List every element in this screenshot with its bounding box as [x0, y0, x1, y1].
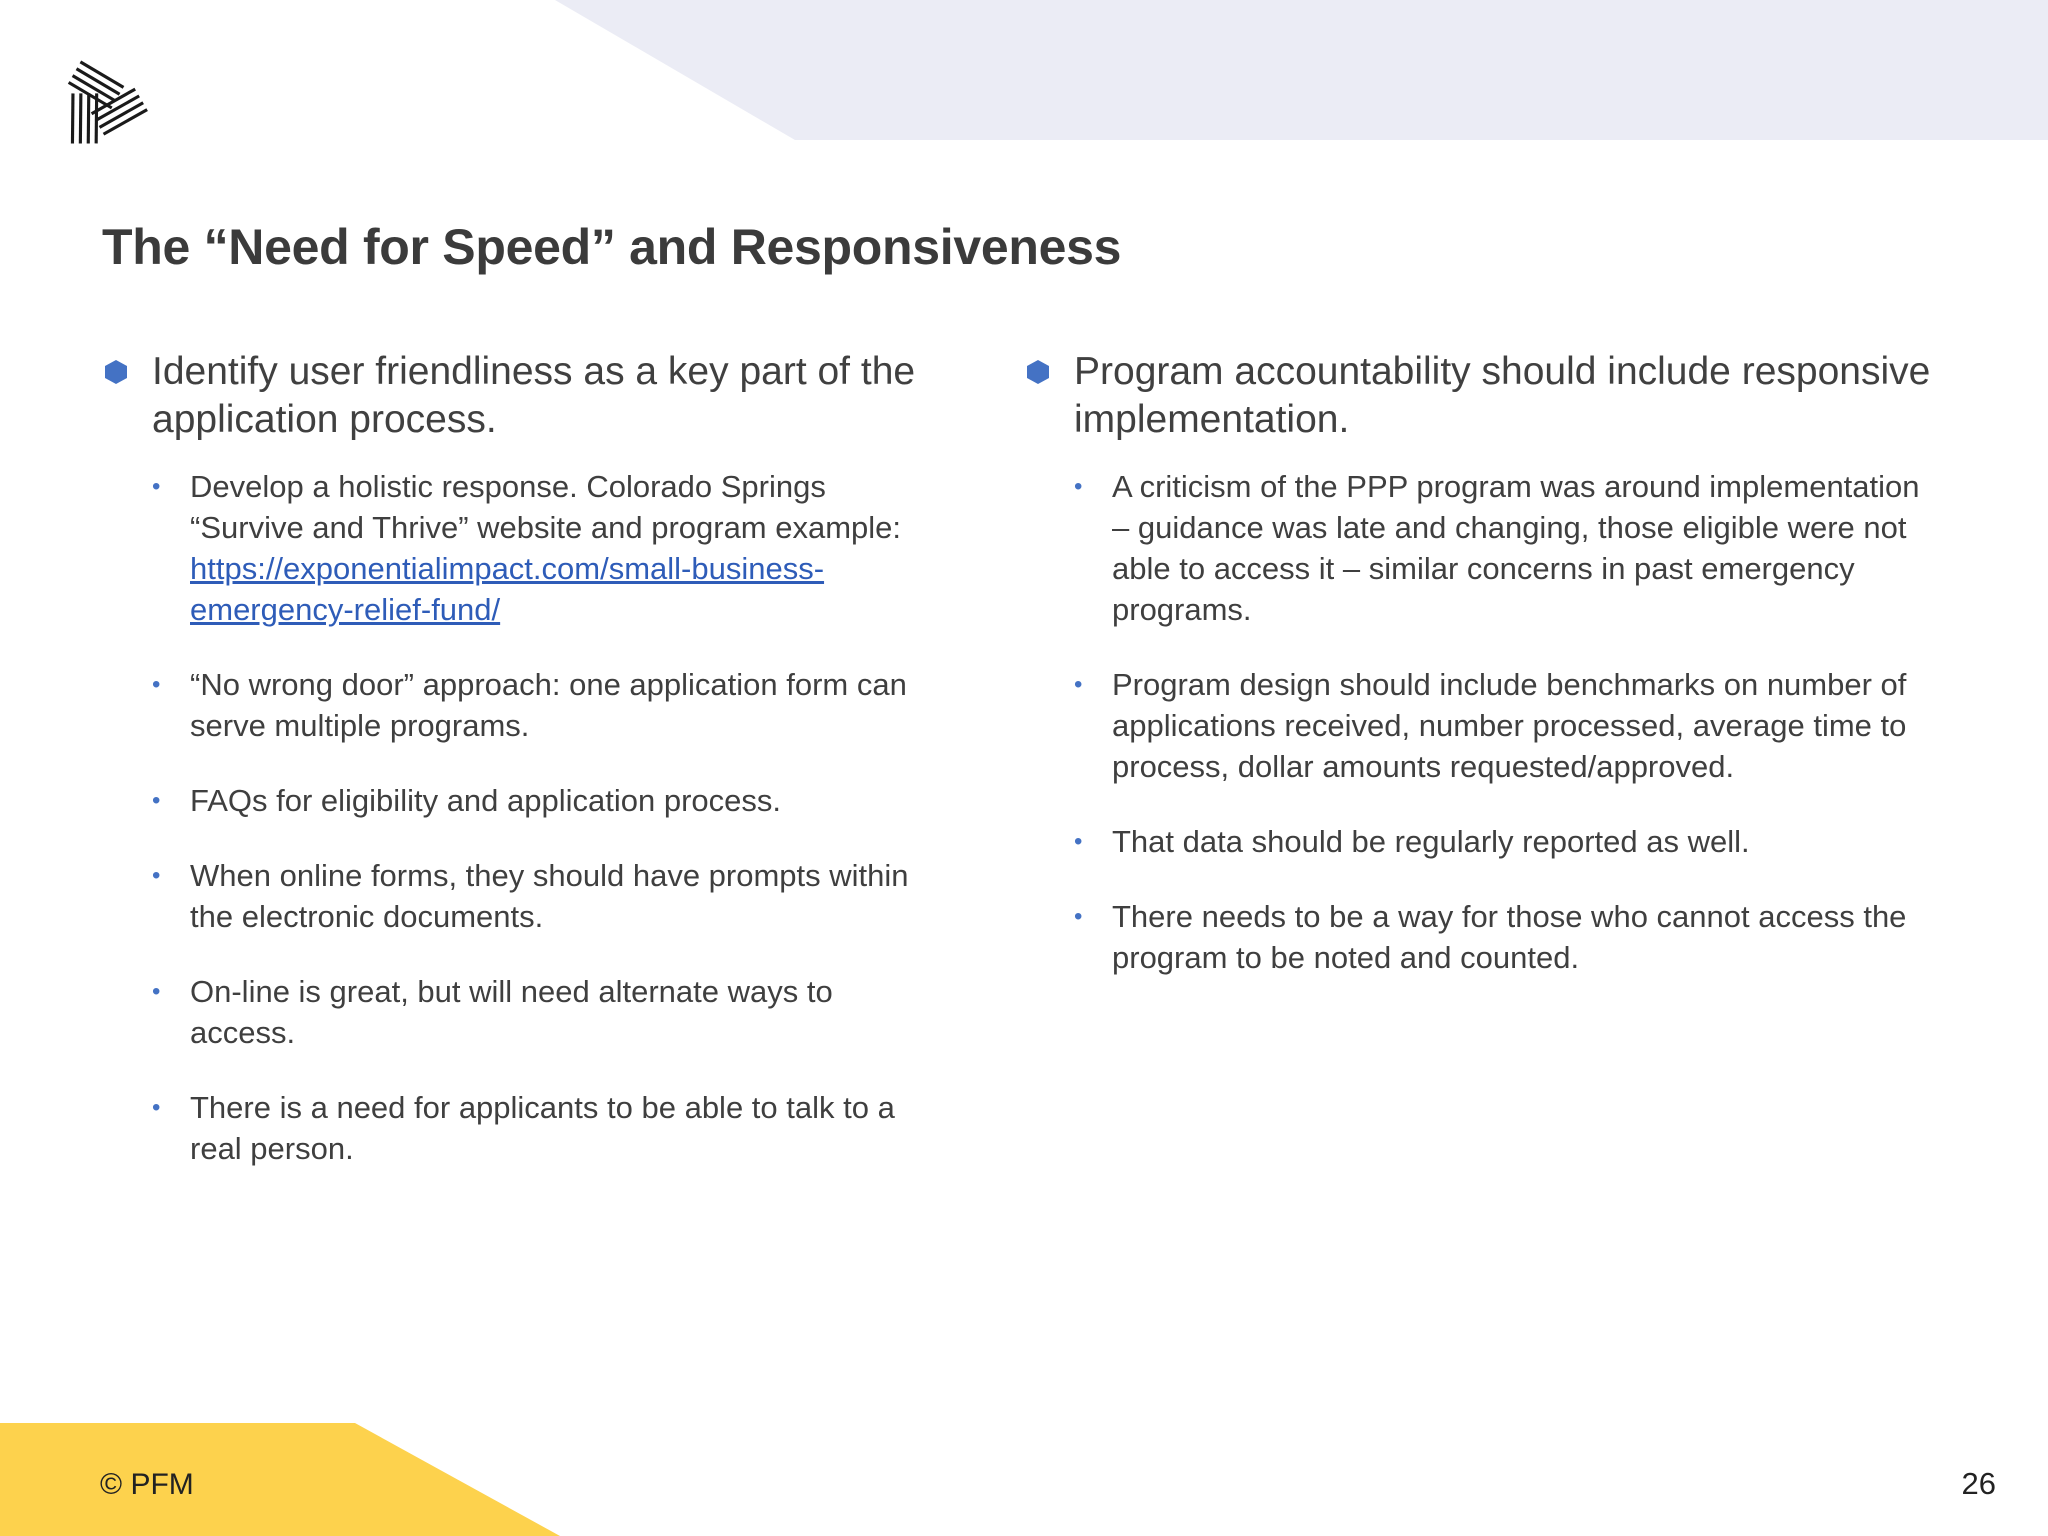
- list-item: [102, 855, 922, 937]
- list-item: [1024, 896, 1944, 978]
- bullet-dot-icon: •: [152, 787, 161, 814]
- left-column: [102, 348, 922, 1203]
- list-item-text: There is a need for applicants to be able to talk to a real person.: [190, 1090, 895, 1166]
- left-main-heading: Identify user friendliness as a key part of the application process.: [152, 350, 916, 441]
- hexagon-bullet-icon: [105, 360, 127, 384]
- list-item-text: On-line is great, but will need alternate ways to access.: [190, 974, 833, 1050]
- page-number: 26: [1961, 1466, 1996, 1501]
- list-item-text: When online forms, they should have prompts within the electronic documents.: [190, 858, 909, 934]
- right-sub-list: [1024, 466, 1944, 978]
- bullet-dot-icon: •: [1074, 828, 1083, 855]
- bullet-dot-icon: •: [152, 671, 161, 698]
- slide-title: The “Need for Speed” and Responsiveness: [102, 219, 1122, 275]
- list-item-text: “No wrong door” approach: one application form can serve multiple programs.: [190, 667, 907, 743]
- list-item: [102, 466, 922, 630]
- left-main-bullet: [102, 348, 922, 444]
- bullet-dot-icon: •: [152, 862, 161, 889]
- list-item: [102, 1087, 922, 1169]
- list-item: [102, 664, 922, 746]
- right-main-heading: Program accountability should include responsive implementation.: [1074, 350, 1931, 441]
- header-band: [0, 0, 2048, 140]
- right-column: [1024, 348, 1944, 1012]
- copyright-text: © PFM: [100, 1468, 194, 1501]
- pfm-logo-icon: [46, 56, 154, 154]
- list-item: [1024, 821, 1944, 862]
- list-item-text: That data should be regularly reported as well.: [1112, 824, 1750, 859]
- list-item-text: Develop a holistic response. Colorado Springs “Survive and Thrive” website and program example:: [190, 469, 902, 545]
- list-item: [102, 971, 922, 1053]
- list-item: [102, 780, 922, 821]
- footer-band: [0, 1423, 560, 1536]
- bullet-dot-icon: •: [152, 1094, 161, 1121]
- list-item: [1024, 664, 1944, 787]
- hexagon-bullet-icon: [1027, 360, 1049, 384]
- bullet-dot-icon: •: [152, 978, 161, 1005]
- bullet-dot-icon: •: [1074, 671, 1083, 698]
- bullet-dot-icon: •: [1074, 903, 1083, 930]
- relief-fund-link[interactable]: https://exponentialimpact.com/small-business-emergency-relief-fund/: [190, 551, 825, 627]
- list-item: [1024, 466, 1944, 630]
- bullet-dot-icon: •: [152, 473, 161, 500]
- list-item-text: There needs to be a way for those who cannot access the program to be noted and counted.: [1112, 899, 1907, 975]
- left-sub-list: [102, 466, 922, 1169]
- right-main-bullet: [1024, 348, 1944, 444]
- list-item-text: A criticism of the PPP program was around implementation – guidance was late and changing, those eligible were not able to access it – similar concerns in past emergency programs.: [1112, 469, 1920, 627]
- list-item-text: FAQs for eligibility and application process.: [190, 783, 782, 818]
- bullet-dot-icon: •: [1074, 473, 1083, 500]
- list-item-text: Program design should include benchmarks on number of applications received, number processed, average time to process, dollar amounts requested/approved.: [1112, 667, 1907, 784]
